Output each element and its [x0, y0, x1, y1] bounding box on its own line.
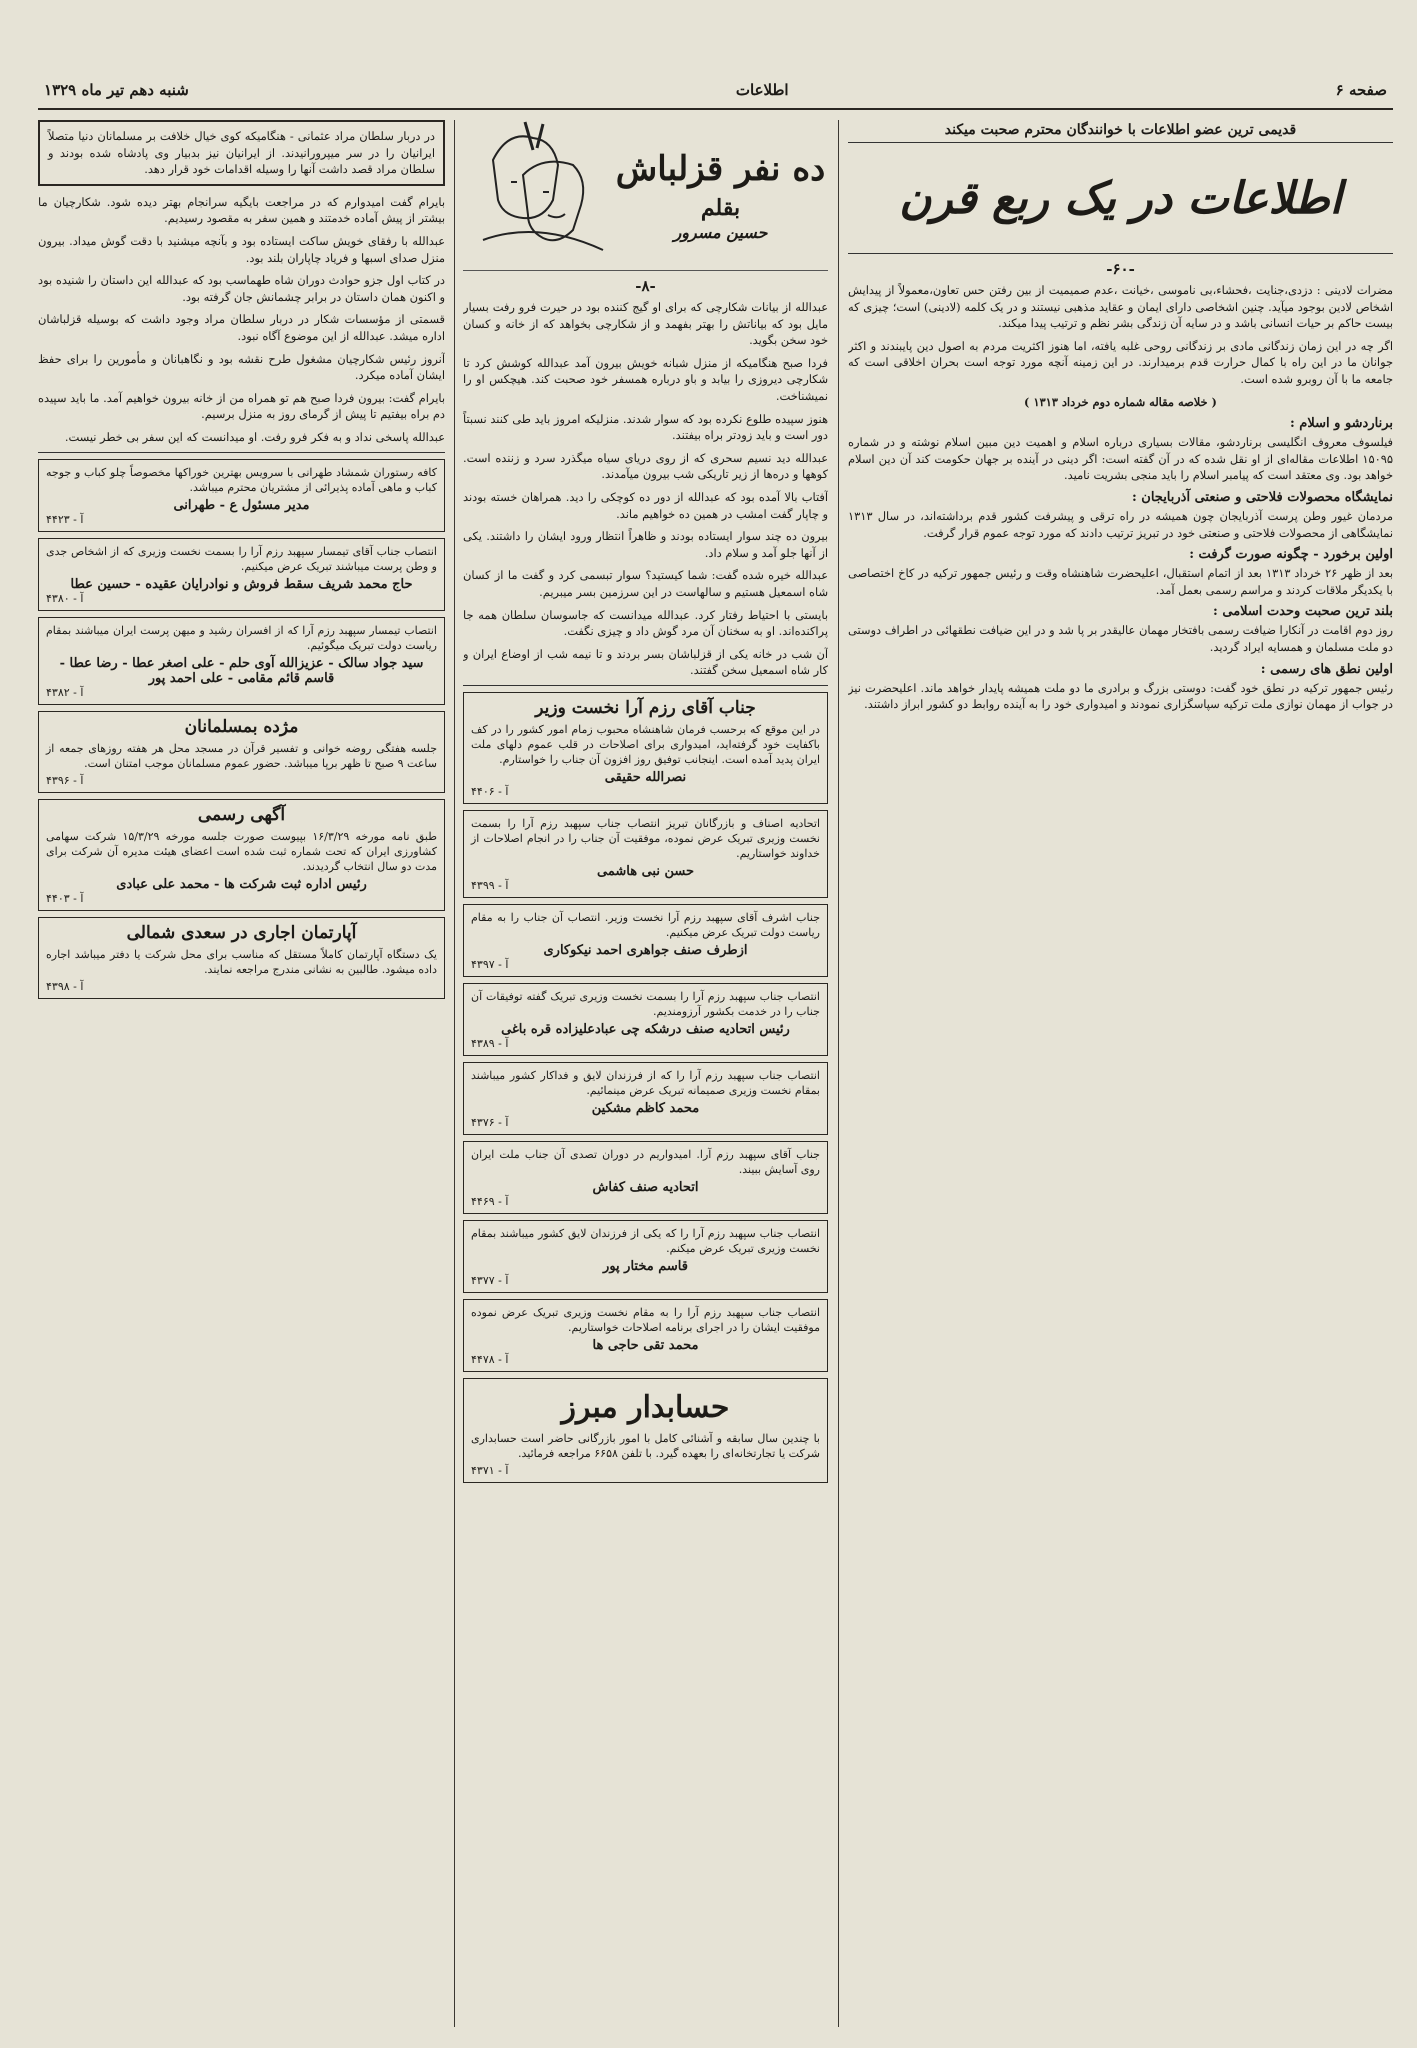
ad-block — [38, 459, 445, 532]
paragraph: آفتاب بالا آمده بود که عبدالله از دور ده کوچکی را دید. همراهان خسته بودند و چاپار گفت امشب در همین ده خواهیم ماند. — [463, 489, 828, 521]
ad-block — [463, 1062, 828, 1135]
right-column — [848, 120, 1393, 2027]
paragraph: بایرام گفت امیدوارم که در مراجعت بایگیه سرانجام بهتر دیده شود. شکارچیان ما بیشتر از پیش آماده خدمتند و همین سفر به مقصود رسیدیم. — [38, 194, 445, 226]
ad-block — [463, 1220, 828, 1293]
section-text: فیلسوف معروف انگلیسی برناردشو، مقالات بسیاری درباره اسلام و اهمیت دین مبین اسلام نوشته و در شماره ۱۵۰۹۵ اطلاعات مقاله‌ای از او نقل شده که در آن گفته است: اگر دینی در آینده بر جهان حکومت کند آن دین اسلام خواهد بود. وی معتقد است که پیامبر اسلام را باید منجی بشریت نامید. — [848, 435, 1393, 483]
ad-block — [38, 711, 445, 793]
ad-title: آگهی رسمی — [197, 804, 286, 825]
paragraph: آنروز رئیس شکارچیان مشغول طرح نقشه بود و نگاهبانان و مأمورین را برای حفظ ایشان آماده میکرد. — [38, 351, 445, 383]
ad-code: ۴۳۸۲ - آ — [46, 685, 84, 699]
left-column — [38, 120, 445, 2027]
paragraph: بیرون ده چند سوار ایستاده بودند و ظاهراً انتظار ورود ایشان را داشتند. یکی از آنها جلو آمد و سلام داد. — [463, 529, 828, 560]
paragraph: بایستی با احتیاط رفتار کرد. عبدالله میدانست که جاسوسان سلطان همه جا پراکنده‌اند. او به سخنان آن مرد گوش داد و چیزی نگفت. — [463, 607, 828, 639]
qizilbash-illustration-icon — [463, 120, 613, 270]
byline-label: بقلم — [700, 194, 741, 221]
divider — [463, 685, 828, 686]
section-title: نمایشگاه محصولات فلاحتی و صنعتی آذربایجان : — [1131, 489, 1393, 505]
ad-block — [463, 983, 828, 1056]
ad-code: ۴۳۹۸ - آ — [46, 979, 84, 993]
intro-text: در دربار سلطان مراد عثمانی - هنگامیکه کوی خیال خلافت بر مسلمانان دنیا متصلاً ایرانیان را در سر میپرورانیدند. از ایرانیان نیز بدبیار وی پادشاه شده بودند و سلطان مراد قصد داشت آنها را وسیله اقدامات خود قرار دهد. — [48, 129, 435, 177]
ad-text: انتصاب جناب سپهبد رزم آرا را که از فرزندان لایق و فداکار کشور میباشند بمقام نخست وزیری صمیمانه تبریک عرض مینمائیم. — [471, 1068, 820, 1097]
section — [848, 662, 1393, 713]
serial-title-block — [613, 120, 828, 270]
paragraph: اگر چه در این زمان زندگانی مادی بر زندگانی روحی غلبه یافته، اما هنوز اکثریت مردم به اصول دین پایبندند و اکثر جوانان ما در این راه با کمال حرارت قدم برمیدارند. در این زمینه آنچه مورد توجه است بحران اخلاقی است که جامعه ما با آن روبرو شده است. — [848, 338, 1393, 386]
ad-text: انتصاب جناب سپهبد رزم آرا را که یکی از فرزندان لایق کشور میباشند بمقام نخست وزیری تبریک عرض میکنم. — [471, 1226, 820, 1255]
divider — [38, 452, 445, 453]
paragraph: فردا صبح هنگامیکه از منزل شبانه خویش بیرون آمد عبدالله کوشش کرد تا شکارچی دیروزی را بیابد و باو درباره همسفر خود صحبت کند. هیچکس او را نمیشناخت. — [463, 355, 828, 403]
ad-signature: رئیس اتحادیه صنف درشکه چی عبادعلیزاده قره باغی — [501, 1021, 790, 1037]
section-text: رئیس جمهور ترکیه در نطق خود گفت: دوستی بزرگ و برادری ما دو ملت همیشه پایدار خواهد ماند. اعلیحضرت نیز در جواب از مهمان نوازی ملت ترکیه سپاسگزاری نمودند و امیدواری خود را به آینده روابط دو کشور ابراز داشتند. — [848, 680, 1393, 712]
ad-text: کافه رستوران شمشاد طهرانی با سرویس بهترین خوراکها مخصوصاً چلو کباب و جوجه کباب و ماهی آماده پذیرائی از مشتریان محترم میباشد. — [46, 465, 437, 494]
paragraph: آن شب در خانه یکی از قزلباشان بسر بردند و تا نیمه شب از اوضاع ایران و کار شاه اسمعیل سخن گفتند. — [463, 646, 828, 678]
section-text: بعد از ظهر ۲۶ خرداد ۱۳۱۳ بعد از اتمام استقبال، اعلیحضرت شاهنشاه وقت و رئیس جمهور ترکیه در کاخ اختصاصی با یکدیگر ملاقات کردند و مراسم رسمی بعمل آمد. — [848, 566, 1393, 597]
ad-signature: حاج محمد شریف سقط فروش و نوادرایان عقیده - حسین عطا — [70, 576, 413, 592]
section-text: مردمان غیور وطن پرست آذربایجان چون همیشه در راه ترقی و پیشرفت کشور قدم برداشته‌اند، در سال ۱۳۱۳ نمایشگاهی از محصولات فلاحتی و صنعتی خود در تبریز ترتیب دادند که مورد توجه عموم قرار گرفت. — [848, 508, 1393, 540]
ad-block — [38, 538, 445, 611]
ad-code: ۴۳۷۶ - آ — [471, 1115, 509, 1129]
paragraph: قسمتی از مؤسسات شکار در دربار سلطان مراد وجود داشت که بوسیله قزلباشان اداره میشد. عبدالله از این موضوع آگاه نبود. — [38, 312, 445, 343]
installment-number: -۸- — [635, 277, 656, 295]
ad-code: ۴۴۰۳ - آ — [46, 891, 84, 905]
ad-signature: حسن نبی هاشمی — [596, 863, 695, 879]
paragraph: عبدالله با رفقای خویش ساکت ایستاده بود و بآنچه میشنید با دقت گوش میداد. بیرون منزل صدای اسبها و فریاد چاپاران بلند بود. — [38, 233, 445, 265]
paragraph: عبدالله دید نسیم سحری که از روی دریای سیاه میگذرد سرد و زننده است. کوهها و دره‌ها از زیر تاریکی شب بیرون میآمدند. — [463, 450, 828, 482]
ad-block — [463, 692, 828, 804]
ad-text: جلسه هفتگی روضه خوانی و تفسیر قرآن در مسجد محل هر هفته روزهای جمعه از ساعت ۹ صبح تا ظهر برپا میباشد. حضور عموم مسلمانان موجب امتنان است. — [46, 741, 437, 770]
paragraph-note: ( خلاصه مقاله شماره دوم خرداد ۱۳۱۳ ) — [1024, 394, 1217, 409]
section — [848, 416, 1393, 484]
ad-code: ۴۴۷۸ - آ — [471, 1352, 509, 1366]
issue-date: شنبه دهم تیر ماه ۱۳۲۹ — [44, 81, 189, 99]
paragraph: مضرات لادینی : دزدی،جنایت ،فحشاء،بی ناموسی ،خیانت ،عدم صمیمیت از بین رفتن حس تعاون،معمولاً از پیدایش اشخاص لادین بوجود میآید. چنین اشخاصی دارای ایمان و عقاید مذهبی نیستند و در یک کلمه (لادینی) است؛ چیزی که بیست حاکم بر حیات انسانی باشد و در سایه آن زندگی بشر نظم و ترتیب پیدا میکند. — [848, 283, 1393, 331]
ad-block — [38, 917, 445, 999]
ad-text: انتصاب جناب سپهبد رزم آرا را به مقام نخست وزیری تبریک عرض نموده موفقیت ایشان را در اجرای برنامه اصلاحات خواستاریم. — [471, 1305, 820, 1334]
ad-text: اتحادیه اصناف و بازرگانان تبریز انتصاب جناب سپهبد رزم آرا را بسمت نخست وزیری تبریک عرض نموده، موفقیت آن جناب را در انجام اصلاحات از خداوند خواستاریم. — [471, 816, 820, 860]
serial-title: ده نفر قزلباش — [615, 148, 826, 189]
section-title: برناردشو و اسلام : — [1289, 416, 1393, 432]
ad-text: با چندین سال سابقه و آشنائی کامل با امور بازرگانی حاضر است حسابداری شرکت یا تجارتخانه‌ای را بعهده گیرد. با تلفن ۶۶۵۸ مراجعه فرمائید. — [471, 1431, 820, 1460]
ad-title: جناب آقای رزم آرا نخست وزیر — [535, 697, 756, 718]
column-kicker: قدیمی ترین عضو اطلاعات با خوانندگان محترم صحبت میکند — [944, 122, 1297, 138]
ad-text: در این موقع که برحسب فرمان شاهنشاه محبوب زمام امور کشور را در کف باکفایت خود گرفته‌اید، امیدواری برای اصلاحات در قلب عموم دلهای ملت ایران پدید آمده است. اینجانب توفیق روز افزون آن جناب را خواستارم. — [471, 722, 820, 766]
ad-text: طبق نامه مورخه ۱۶/۳/۲۹ بپیوست صورت جلسه مورخه ۱۵/۳/۲۹ شرکت سهامی کشاورزی ایران که تحت شماره ثبت شده است اعضای هیئت مدیره آن شرکت برای مدت دو سال انتخاب گردیدند. — [46, 829, 437, 873]
ad-code: ۴۳۷۱ - آ — [471, 1463, 509, 1477]
serial-heading — [463, 120, 828, 271]
ad-signature: نصرالله حقیقی — [604, 769, 687, 785]
ad-signature: ازطرف صنف جواهری احمد نیکوکاری — [543, 942, 748, 958]
section-title: بلند ترین صحبت وحدت اسلامی : — [1213, 604, 1393, 620]
paragraph: عبدالله پاسخی نداد و به فکر فرو رفت. او میدانست که این سفر بی خطر نیست. — [64, 429, 445, 444]
middle-column — [463, 120, 828, 2027]
ad-signature: اتحادیه صنف کفاش — [592, 1179, 699, 1195]
ad-code: ۴۴۲۳ - آ — [46, 512, 84, 526]
ad-title: آپارتمان اجاری در سعدی شمالی — [126, 922, 357, 943]
ad-signature: مدیر مسئول ع - طهرانی — [173, 497, 310, 513]
ad-signature: رئیس اداره ثبت شرکت ها - محمد علی عبادی — [116, 876, 367, 892]
section-text: روز دوم اقامت در آنکارا ضیافت رسمی بافتخار مهمان عالیقدر بر پا شد و در این ضیافت نطقهائی در اطراف دوستی دو ملت مسلمان و همسایه ایراد گردید. — [848, 623, 1393, 654]
ad-code: ۴۳۸۰ - آ — [46, 591, 84, 605]
page-header — [38, 72, 1393, 110]
ad-text: انتصاب تیمسار سپهبد رزم آرا که از افسران رشید و میهن پرست ایران میباشند بمقام ریاست دولت تبریک میگوئیم. — [46, 623, 437, 652]
paragraph: هنوز سپیده طلوع نکرده بود که سوار شدند. منزلیکه امروز باید طی کنند نسبتاً دور است و باید زودتر براه بیفتند. — [463, 411, 828, 443]
ad-block — [38, 617, 445, 705]
ad-code: ۴۴۶۹ - آ — [471, 1194, 509, 1208]
section-title: اولین نطق های رسمی : — [1260, 661, 1393, 677]
ad-text: یک دستگاه آپارتمان کاملاً مستقل که مناسب برای محل شرکت یا دفتر میباشد اجاره داده میشود. طالبین به نشانی مندرج مراجعه نمایند. — [46, 947, 437, 976]
newspaper-page — [38, 72, 1393, 2027]
ad-signature: محمد کاظم مشکین — [591, 1100, 700, 1116]
section-title: اولین برخورد - چگونه صورت گرفت : — [1189, 547, 1393, 563]
ad-code: ۴۴۰۶ - آ — [471, 784, 509, 798]
ad-code: ۴۳۹۶ - آ — [46, 773, 84, 787]
ad-accountant — [463, 1378, 828, 1483]
ad-code: ۴۳۹۹ - آ — [471, 878, 509, 892]
ad-text: جناب اشرف آقای سپهبد رزم آرا نخست وزیر. انتصاب آن جناب را به مقام ریاست دولت تبریک عرض میکنیم. — [471, 910, 820, 939]
ad-block — [463, 904, 828, 977]
installment-number: -۶۰- — [1106, 260, 1135, 278]
ad-title: مژده بمسلمانان — [184, 716, 299, 737]
paragraph: عبدالله از بیانات شکارچی که برای او گیج کننده بود در حیرت فرو رفت بسیار مایل بود که بیاناتش را بهتر بفهمد و از شکارچی بخواهد که از خانه و کسان خود سخن بگوید. — [463, 300, 828, 348]
ad-signature: قاسم مختار پور — [603, 1258, 688, 1274]
column-masthead: اطلاعات در یک ربع قرن — [848, 142, 1393, 254]
section — [848, 547, 1393, 598]
section — [848, 490, 1393, 541]
column-divider — [838, 120, 839, 2027]
paragraph: عبدالله خیره شده گفت: شما کیستید؟ سوار تبسمی کرد و گفت ما از کسان شاه اسمعیل هستیم و سالهاست در این سرزمین بسر میبریم. — [463, 568, 828, 599]
ad-block — [463, 1141, 828, 1214]
ad-block — [38, 799, 445, 911]
column-divider — [454, 120, 455, 2027]
ad-signature: سید جواد سالک - عزیزالله آوی حلم - علی اصغر عطا - رضا عطا - قاسم قائم مقامی - علی احمد پور — [59, 655, 424, 686]
ad-block — [463, 810, 828, 898]
section — [848, 604, 1393, 655]
intro-box — [38, 120, 445, 186]
ad-block — [463, 1299, 828, 1372]
ad-title: حسابدار مبرز — [561, 1389, 730, 1425]
ad-text: انتصاب جناب سپهبد رزم آرا را بسمت نخست وزیری تبریک گفته توفیقات آن جناب را در خدمت بکشور آرزومندیم. — [471, 989, 820, 1018]
ad-text: انتصاب جناب آقای تیمسار سپهبد رزم آرا را بسمت نخست وزیری که از اشخاص جدی و وطن پرست میباشند تبریک عرض میکنیم. — [46, 544, 437, 573]
author-name: حسین مسرور — [673, 222, 768, 242]
newspaper-name: اطلاعات — [735, 81, 789, 99]
paragraph: بایرام گفت: بیرون فردا صبح هم تو همراه من از خانه بیرون خواهیم آمد. ما باید سپیده دم براه بیفتیم تا پیش از گرمای روز به منزل برسیم. — [38, 390, 445, 422]
ad-code: ۴۳۹۷ - آ — [471, 957, 509, 971]
ad-text: جناب آقای سپهبد رزم آرا. امیدواریم در دوران تصدی آن جناب ملت ایران روی آسایش ببیند. — [471, 1147, 820, 1176]
ad-code: ۴۳۸۹ - آ — [471, 1036, 509, 1050]
ad-code: ۴۳۷۷ - آ — [471, 1273, 509, 1287]
ad-signature: محمد تقی حاجی ها — [592, 1337, 699, 1353]
page-number: صفحه ۶ — [1335, 81, 1387, 99]
paragraph: در کتاب اول جزو حوادث دوران شاه طهماسب بود که عبدالله این داستان را شنیده بود و اکنون همان داستان در برابر چشمانش جان گرفته بود. — [38, 273, 445, 304]
